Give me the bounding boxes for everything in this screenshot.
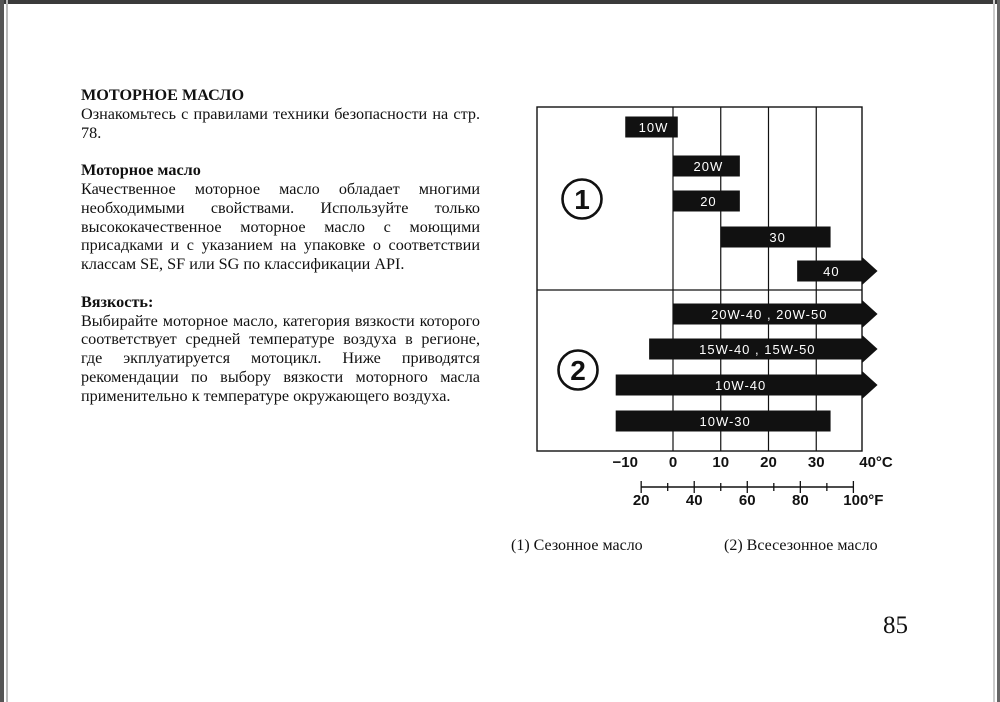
bar-label-30: 30 — [769, 230, 786, 245]
fahrenheit-tick-label: 40 — [685, 492, 703, 509]
celsius-tick-label: 30 — [807, 454, 825, 471]
bar-label-20w: 20W — [693, 159, 724, 174]
caption-seasonal: (1) Сезонное масло — [511, 537, 643, 554]
page-number: 85 — [883, 612, 908, 639]
bar-label-20w-40-20w-50: 20W-40 , 20W-50 — [711, 307, 828, 322]
engine-oil-heading: Моторное масло — [81, 161, 201, 180]
bar-label-20: 20 — [700, 194, 717, 209]
bar-label-10w-40: 10W-40 — [714, 378, 767, 393]
fahrenheit-axis — [633, 481, 884, 509]
safety-note: Ознакомьтесь с правилами техники безопасности на стр. 78. — [81, 104, 480, 142]
group-label-1: 1 — [574, 184, 590, 215]
chart-bars — [616, 117, 878, 432]
section-title: МОТОРНОЕ МАСЛО — [81, 86, 245, 104]
fahrenheit-end-label: 100°F — [843, 492, 884, 509]
bar-label-40: 40 — [823, 264, 840, 279]
group-label-2: 2 — [570, 355, 586, 386]
celsius-tick-label: −10 — [612, 454, 638, 471]
caption-all-season: (2) Всесезонное масло — [724, 537, 878, 554]
viscosity-heading: Вязкость: — [81, 292, 154, 311]
bar-label-15w-40-15w-50: 15W-40 , 15W-50 — [699, 342, 816, 357]
engine-oil-text: Качественное моторное масло обладает многими необходимыми свойствами. Используйте только высококачественное моторное масло с моющими присадками и с указанием на упаковке о соответствии классам SE, SF или SG по классификации API. — [81, 179, 480, 274]
bar-label-10w-30: 10W-30 — [699, 414, 751, 429]
bar-label-10w: 10W — [638, 120, 669, 135]
celsius-end-label: 40°C — [859, 454, 893, 471]
viscosity-text: Выбирайте моторное масло, категория вязкости которого соответствует средней температуре воздуха в регионе, где экплуатируется мотоцикл. Ниже приводятся рекомендации по выбору вязкости моторного масла применительно к температуре окружающего воздуха. — [81, 311, 480, 405]
fahrenheit-tick-label: 20 — [632, 492, 650, 509]
fahrenheit-tick-label: 80 — [791, 492, 809, 509]
celsius-tick-label: 20 — [760, 454, 777, 471]
celsius-axis — [613, 454, 893, 471]
celsius-tick-label: 0 — [668, 454, 678, 471]
group-labels — [559, 180, 602, 390]
fahrenheit-tick-label: 60 — [738, 492, 756, 509]
celsius-tick-label: 10 — [712, 454, 730, 471]
